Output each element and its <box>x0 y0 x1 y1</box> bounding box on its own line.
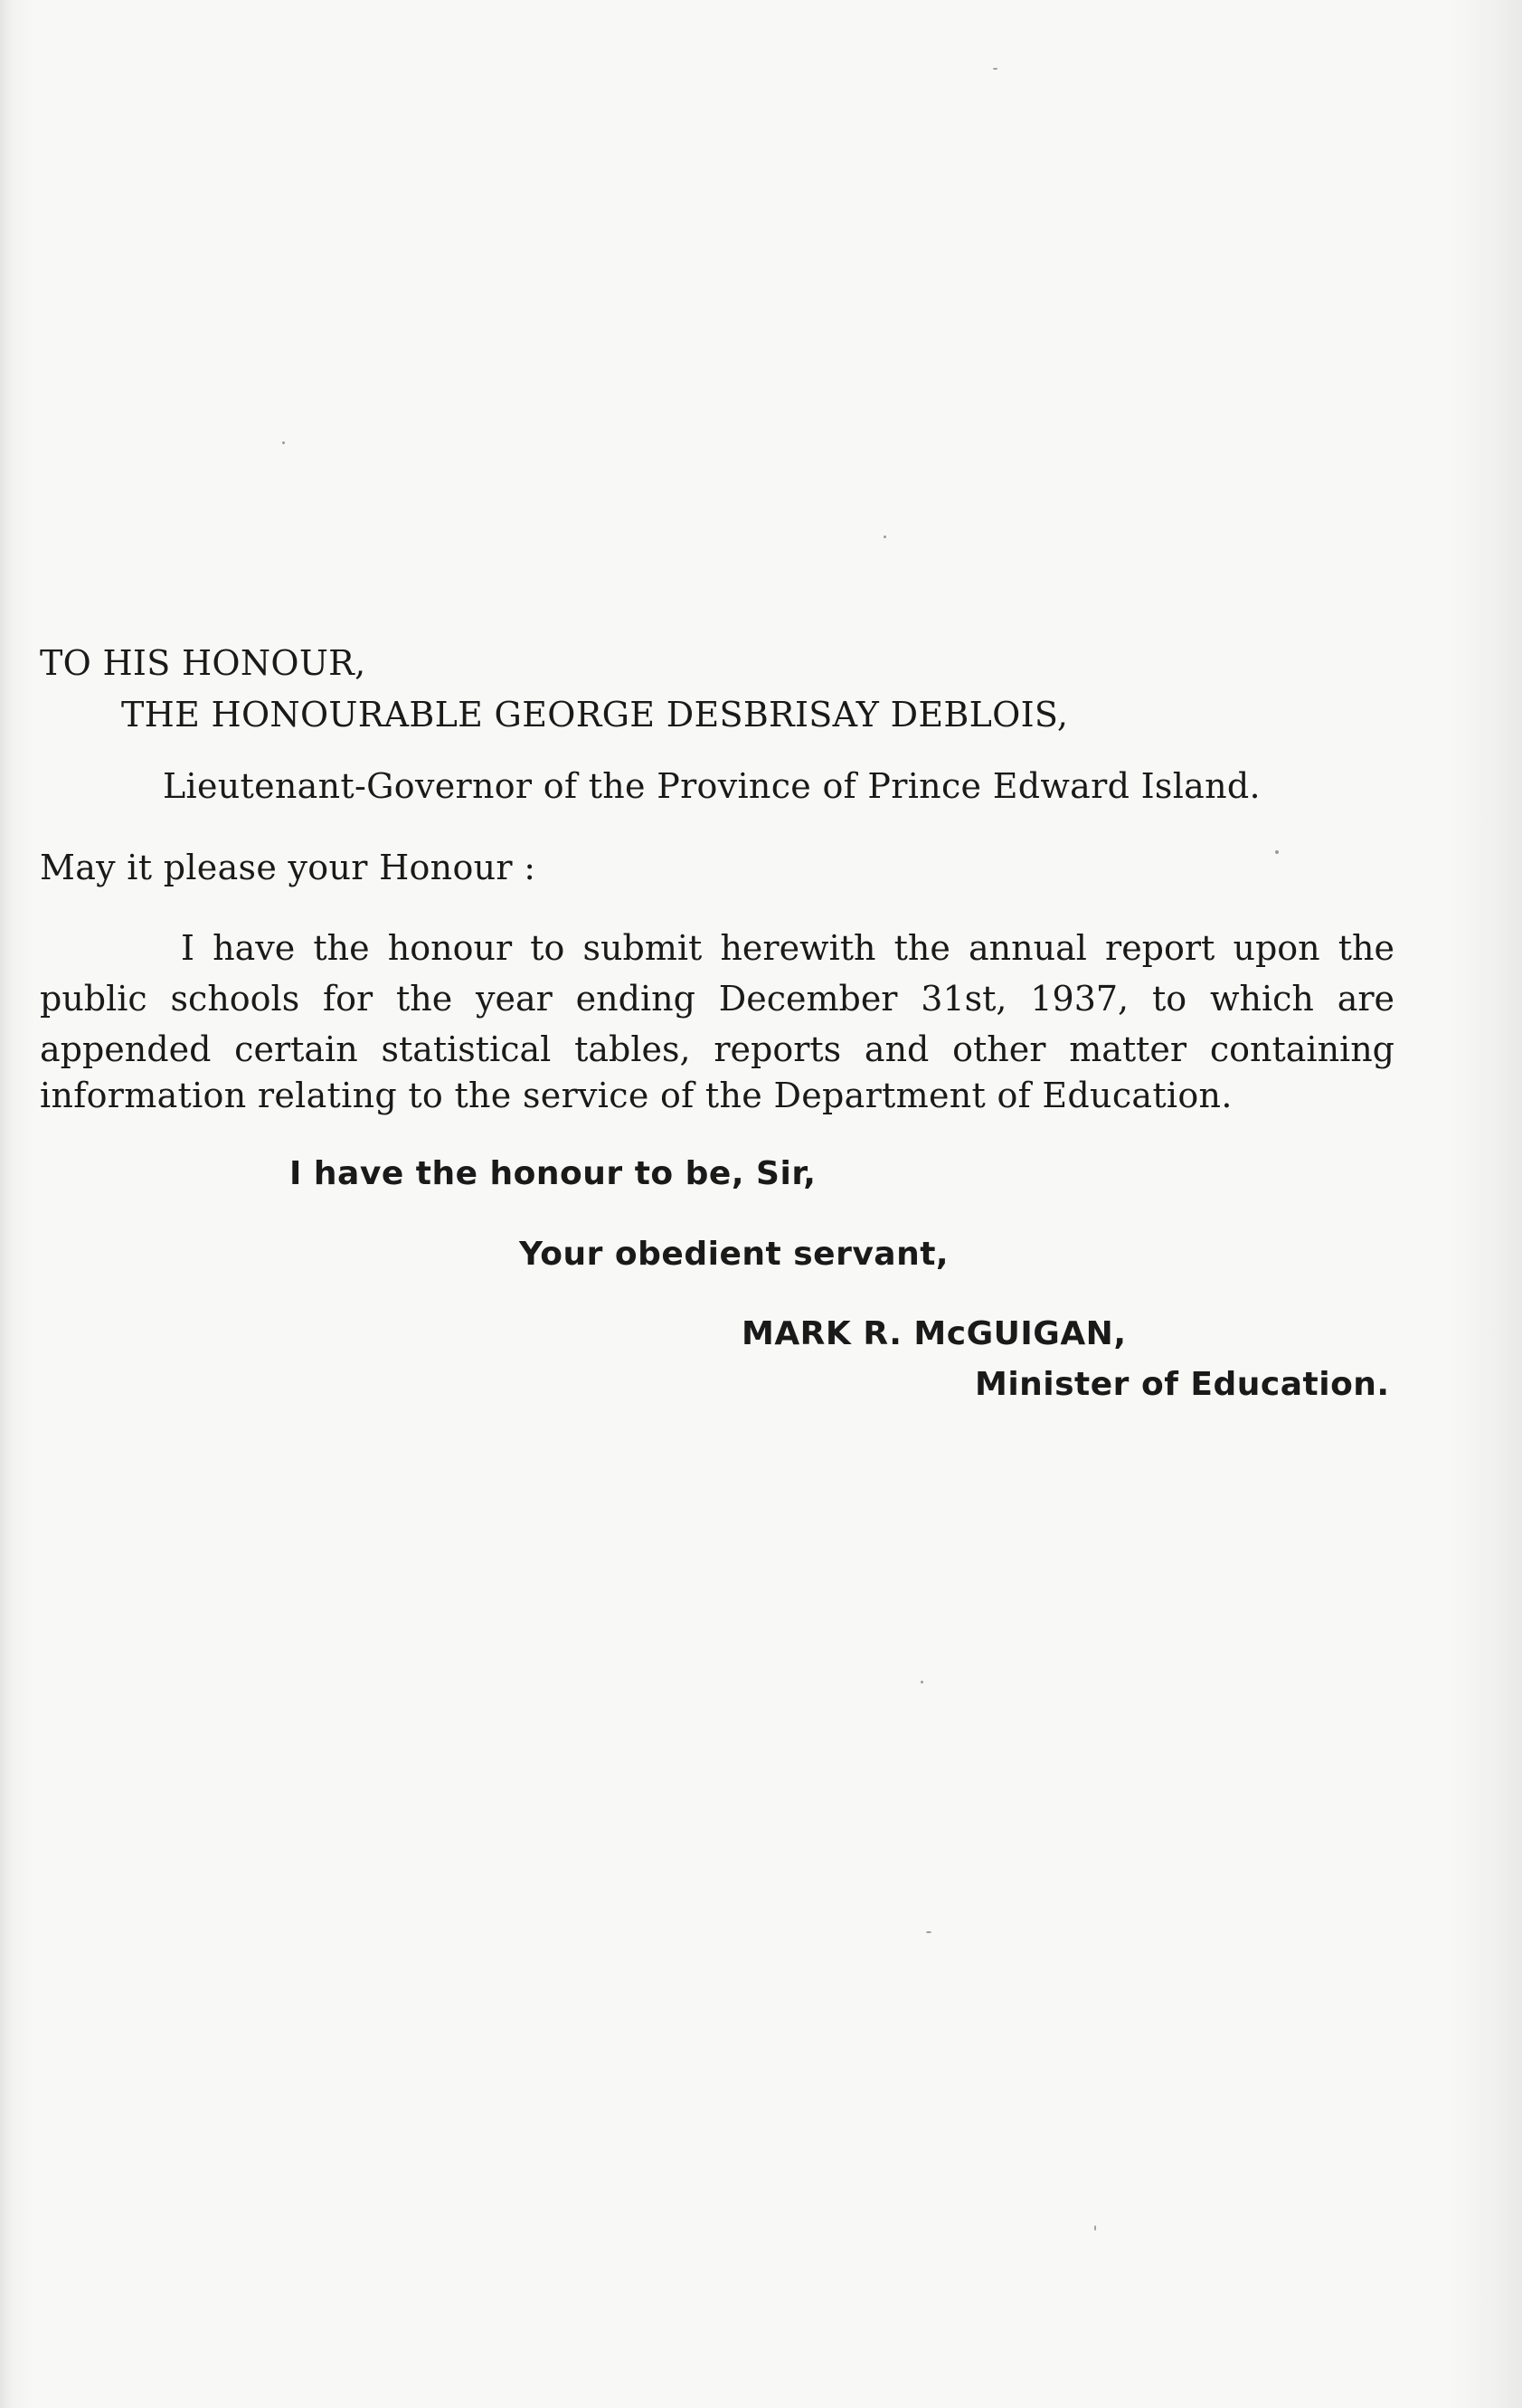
closing-line-1: I have the honour to be, Sir, <box>289 1155 817 1192</box>
paper-speck <box>921 1681 923 1683</box>
paper-speck <box>1275 850 1279 854</box>
signatory-title: Minister of Education. <box>975 1366 1390 1403</box>
body-line-1: I have the honour to submit herewith the annual report upon the <box>181 928 1394 968</box>
addressee-title: Lieutenant-Governor of the Province of Prince Edward Island. <box>163 766 1261 806</box>
closing-line-2: Your obedient servant, <box>519 1236 950 1273</box>
opening-line: May it please your Honour : <box>40 848 536 887</box>
salutation: TO HIS HONOUR, <box>40 643 366 683</box>
addressee-name: THE HONOURABLE GEORGE DESBRISAY DEBLOIS, <box>121 695 1069 735</box>
paper-speck <box>1094 2225 1096 2231</box>
paper-speck <box>884 536 886 538</box>
body-line-4: information relating to the service of the Department of Education. <box>40 1076 1233 1115</box>
paper-speck <box>926 1931 931 1933</box>
paper-speck <box>282 441 285 444</box>
body-line-3: appended certain statistical tables, reports and other matter containing <box>40 1029 1394 1069</box>
paper-speck <box>993 68 997 70</box>
body-line-2: public schools for the year ending December 31st, 1937, to which are <box>40 979 1394 1019</box>
signatory-name: MARK R. McGUIGAN, <box>742 1315 1127 1352</box>
